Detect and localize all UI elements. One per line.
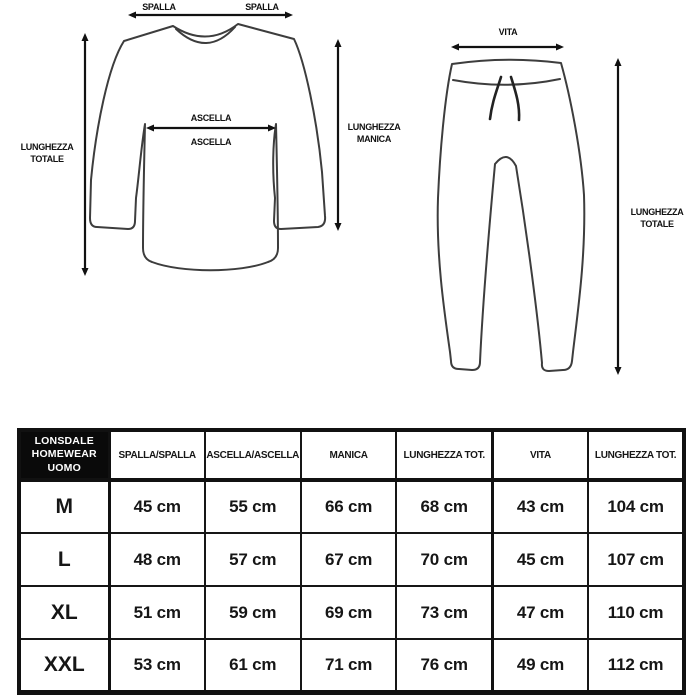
shoulder-left-label: SPALLA	[142, 2, 176, 12]
value-cell: 70 cm	[396, 533, 492, 586]
value-cell: 57 cm	[205, 533, 301, 586]
value-cell: 53 cm	[109, 639, 205, 692]
value-cell: 43 cm	[492, 480, 588, 533]
value-cell: 45 cm	[109, 480, 205, 533]
table-header-row	[19, 430, 684, 480]
size-table	[17, 428, 686, 695]
column-header-spalla: SPALLA/SPALLA	[109, 430, 205, 480]
value-cell: 47 cm	[492, 586, 588, 639]
value-cell: 69 cm	[301, 586, 397, 639]
brand-line: HOMEWEAR	[31, 448, 97, 461]
shoulder-dimension-line	[128, 12, 293, 19]
value-cell: 45 cm	[492, 533, 588, 586]
column-header-ascella: ASCELLA/ASCELLA	[205, 430, 301, 480]
value-cell: 107 cm	[588, 533, 684, 586]
waist-dimension-line	[451, 44, 564, 51]
brand-line: UOMO	[47, 461, 81, 474]
shirt-length-label-line1: LUNGHEZZA	[20, 142, 74, 152]
shirt-outline	[90, 24, 325, 270]
shirt-length-dimension-line	[82, 33, 89, 276]
brand-cell	[19, 430, 109, 480]
value-cell: 49 cm	[492, 639, 588, 692]
table-row-xl	[19, 586, 684, 639]
chest-bottom-label: ASCELLA	[190, 137, 232, 147]
column-header-manica: MANICA	[301, 430, 397, 480]
pants-drawing	[438, 60, 585, 371]
shirt-drawing	[90, 24, 325, 270]
value-cell: 61 cm	[205, 639, 301, 692]
chest-top-label: ASCELLA	[190, 113, 232, 123]
size-label: L	[19, 533, 109, 586]
size-label: XL	[19, 586, 109, 639]
brand-line: LONSDALE	[34, 434, 94, 447]
value-cell: 55 cm	[205, 480, 301, 533]
value-cell: 73 cm	[396, 586, 492, 639]
value-cell: 71 cm	[301, 639, 397, 692]
value-cell: 66 cm	[301, 480, 397, 533]
value-cell: 110 cm	[588, 586, 684, 639]
value-cell: 76 cm	[396, 639, 492, 692]
pants-outline	[438, 60, 585, 371]
column-header-lunghezza-tot-pants: LUNGHEZZA TOT.	[588, 430, 684, 480]
column-header-lunghezza-tot-shirt: LUNGHEZZA TOT.	[396, 430, 492, 480]
value-cell: 59 cm	[205, 586, 301, 639]
sleeve-length-label-line1: LUNGHEZZA	[347, 122, 401, 132]
value-cell: 68 cm	[396, 480, 492, 533]
value-cell: 51 cm	[109, 586, 205, 639]
pants-length-label-line1: LUNGHEZZA	[630, 207, 684, 217]
value-cell: 48 cm	[109, 533, 205, 586]
size-label: M	[19, 480, 109, 533]
pants-length-dimension-line	[615, 58, 622, 375]
column-header-vita: VITA	[492, 430, 588, 480]
table-row-m	[19, 480, 684, 533]
value-cell: 112 cm	[588, 639, 684, 692]
sleeve-length-dimension-line	[335, 39, 342, 231]
pants-length-label-line2: TOTALE	[640, 219, 674, 229]
value-cell: 104 cm	[588, 480, 684, 533]
sleeve-length-label-line2: MANICA	[356, 134, 392, 144]
table-row-xxl	[19, 639, 684, 692]
size-label: XXL	[19, 639, 109, 692]
value-cell: 67 cm	[301, 533, 397, 586]
shoulder-right-label: SPALLA	[245, 2, 279, 12]
waist-label: VITA	[498, 27, 518, 37]
shirt-length-label-line2: TOTALE	[30, 154, 64, 164]
table-row-l	[19, 533, 684, 586]
